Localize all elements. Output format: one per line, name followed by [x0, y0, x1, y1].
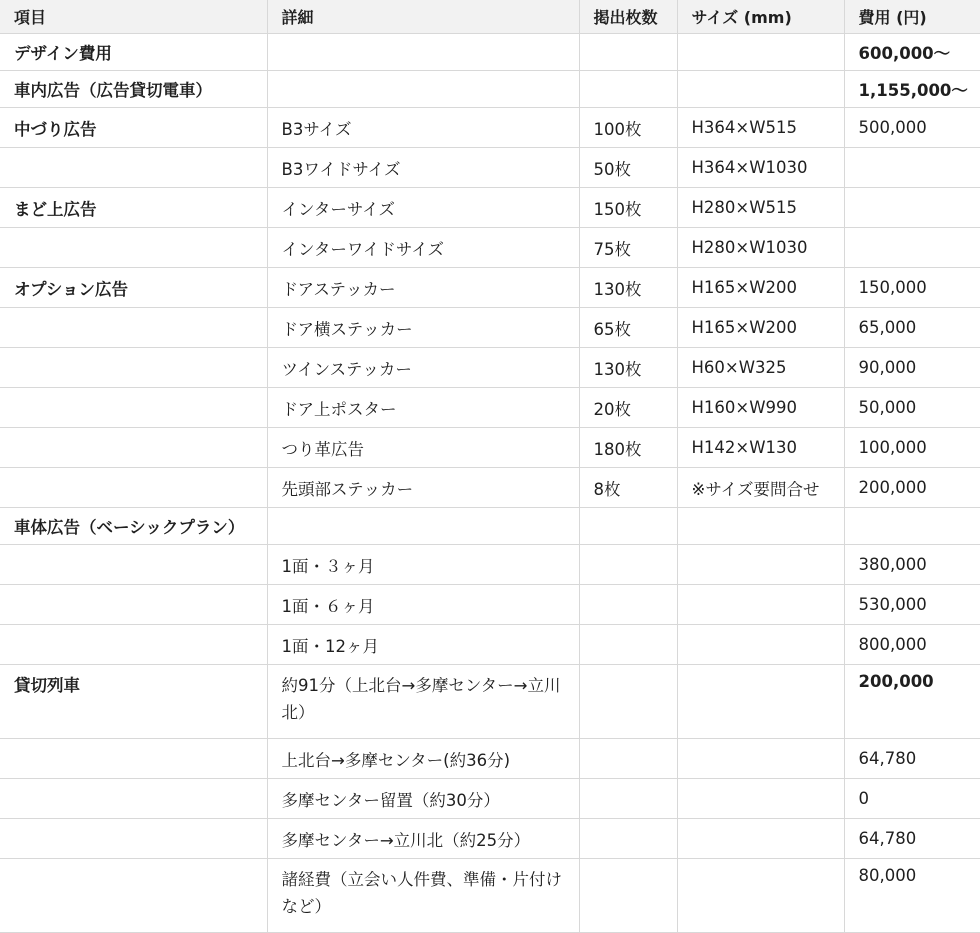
- cell-count: [579, 585, 677, 625]
- table-row: [0, 428, 980, 468]
- cell-cost: 800,000: [844, 625, 980, 665]
- cell-detail: [267, 71, 579, 108]
- cell-cost: 1,155,000～: [844, 71, 980, 108]
- cell-detail: 諸経費（立会い人件費、準備・片付けなど）: [267, 859, 579, 933]
- cell-size: H142×W130: [677, 428, 844, 468]
- cell-count: 75枚: [579, 228, 677, 268]
- cell-size: [677, 545, 844, 585]
- table-row: [0, 71, 980, 108]
- cell-detail: ドアステッカー: [267, 268, 579, 308]
- cell-item: 貸切列車: [0, 665, 267, 739]
- cell-detail: 1面・６ヶ月: [267, 585, 579, 625]
- cell-size: ※サイズ要問合せ: [677, 468, 844, 508]
- cell-item: [0, 428, 267, 468]
- cell-item: [0, 228, 267, 268]
- cell-detail: 1面・12ヶ月: [267, 625, 579, 665]
- cell-size: H280×W1030: [677, 228, 844, 268]
- cell-size: H165×W200: [677, 308, 844, 348]
- cell-count: 130枚: [579, 268, 677, 308]
- cell-size: [677, 585, 844, 625]
- cell-item: オプション広告: [0, 268, 267, 308]
- cell-count: [579, 819, 677, 859]
- header-count: 掲出枚数: [579, 0, 677, 34]
- cell-size: [677, 779, 844, 819]
- cell-detail: 上北台→多摩センター(約36分): [267, 739, 579, 779]
- cell-cost: 150,000: [844, 268, 980, 308]
- cell-detail: 多摩センター→立川北（約25分）: [267, 819, 579, 859]
- cell-count: 180枚: [579, 428, 677, 468]
- cell-item: [0, 308, 267, 348]
- table-row: [0, 779, 980, 819]
- cell-count: [579, 71, 677, 108]
- header-detail: 詳細: [267, 0, 579, 34]
- cell-cost: 64,780: [844, 819, 980, 859]
- cell-detail: [267, 34, 579, 71]
- cell-cost: [844, 148, 980, 188]
- cell-cost: 90,000: [844, 348, 980, 388]
- table-row: [0, 148, 980, 188]
- table-row: [0, 188, 980, 228]
- table-row: [0, 268, 980, 308]
- cell-count: [579, 665, 677, 739]
- cell-size: [677, 665, 844, 739]
- table-row: [0, 108, 980, 148]
- cell-detail: ドア横ステッカー: [267, 308, 579, 348]
- cell-size: H60×W325: [677, 348, 844, 388]
- cell-size: H165×W200: [677, 268, 844, 308]
- cell-size: H160×W990: [677, 388, 844, 428]
- cell-item: [0, 779, 267, 819]
- header-item: 項目: [0, 0, 267, 34]
- table-row: [0, 228, 980, 268]
- table-row: [0, 34, 980, 71]
- table-row: [0, 859, 980, 933]
- header-size: サイズ (mm): [677, 0, 844, 34]
- cell-detail: つり革広告: [267, 428, 579, 468]
- cell-item: [0, 148, 267, 188]
- cell-count: 8枚: [579, 468, 677, 508]
- cell-cost: 200,000: [844, 665, 980, 739]
- cell-item: [0, 739, 267, 779]
- cell-item: 中づり広告: [0, 108, 267, 148]
- cell-count: [579, 859, 677, 933]
- cell-cost: 50,000: [844, 388, 980, 428]
- cell-item: 車体広告（ベーシックプラン）: [0, 508, 267, 545]
- cell-size: H364×W1030: [677, 148, 844, 188]
- cell-cost: 65,000: [844, 308, 980, 348]
- table-row: [0, 739, 980, 779]
- cell-detail: インターワイドサイズ: [267, 228, 579, 268]
- cell-count: 130枚: [579, 348, 677, 388]
- cell-count: 150枚: [579, 188, 677, 228]
- cell-size: [677, 625, 844, 665]
- cell-size: [677, 508, 844, 545]
- cell-item: 車内広告（広告貸切電車）: [0, 71, 267, 108]
- cell-detail: ドア上ポスター: [267, 388, 579, 428]
- table-row: [0, 508, 980, 545]
- cell-count: [579, 779, 677, 819]
- cell-cost: 500,000: [844, 108, 980, 148]
- cell-size: [677, 739, 844, 779]
- cell-item: まど上広告: [0, 188, 267, 228]
- cell-count: [579, 739, 677, 779]
- cell-item: [0, 545, 267, 585]
- table-row: [0, 308, 980, 348]
- table-row: [0, 388, 980, 428]
- cell-size: H364×W515: [677, 108, 844, 148]
- cell-count: [579, 508, 677, 545]
- cell-cost: [844, 228, 980, 268]
- cell-item: デザイン費用: [0, 34, 267, 71]
- cell-count: [579, 625, 677, 665]
- cell-count: 50枚: [579, 148, 677, 188]
- cell-cost: 380,000: [844, 545, 980, 585]
- table-row: [0, 585, 980, 625]
- table-row: [0, 545, 980, 585]
- cell-size: [677, 34, 844, 71]
- table-row: [0, 468, 980, 508]
- cell-cost: 0: [844, 779, 980, 819]
- cell-size: [677, 859, 844, 933]
- header-row: [0, 0, 980, 34]
- cell-cost: [844, 188, 980, 228]
- cell-detail: 約91分（上北台→多摩センター→立川北）: [267, 665, 579, 739]
- cell-item: [0, 388, 267, 428]
- cell-cost: 200,000: [844, 468, 980, 508]
- table-row: [0, 665, 980, 739]
- cell-count: 100枚: [579, 108, 677, 148]
- cell-cost: 80,000: [844, 859, 980, 933]
- cell-cost: 64,780: [844, 739, 980, 779]
- cell-cost: 600,000～: [844, 34, 980, 71]
- cell-item: [0, 468, 267, 508]
- cell-size: H280×W515: [677, 188, 844, 228]
- cell-count: [579, 34, 677, 71]
- cell-item: [0, 625, 267, 665]
- cell-detail: ツインステッカー: [267, 348, 579, 388]
- cell-detail: [267, 508, 579, 545]
- cell-item: [0, 819, 267, 859]
- cell-cost: 530,000: [844, 585, 980, 625]
- cell-detail: B3サイズ: [267, 108, 579, 148]
- cell-detail: 多摩センター留置（約30分）: [267, 779, 579, 819]
- cell-item: [0, 859, 267, 933]
- cell-count: 20枚: [579, 388, 677, 428]
- cell-item: [0, 348, 267, 388]
- cell-detail: B3ワイドサイズ: [267, 148, 579, 188]
- table-row: [0, 819, 980, 859]
- cell-cost: 100,000: [844, 428, 980, 468]
- cell-detail: 1面・３ヶ月: [267, 545, 579, 585]
- cell-detail: 先頭部ステッカー: [267, 468, 579, 508]
- header-cost: 費用 (円): [844, 0, 980, 34]
- cell-size: [677, 71, 844, 108]
- cell-detail: インターサイズ: [267, 188, 579, 228]
- cell-count: [579, 545, 677, 585]
- cell-item: [0, 585, 267, 625]
- cell-count: 65枚: [579, 308, 677, 348]
- cell-size: [677, 819, 844, 859]
- table-row: [0, 348, 980, 388]
- table-row: [0, 625, 980, 665]
- cell-cost: [844, 508, 980, 545]
